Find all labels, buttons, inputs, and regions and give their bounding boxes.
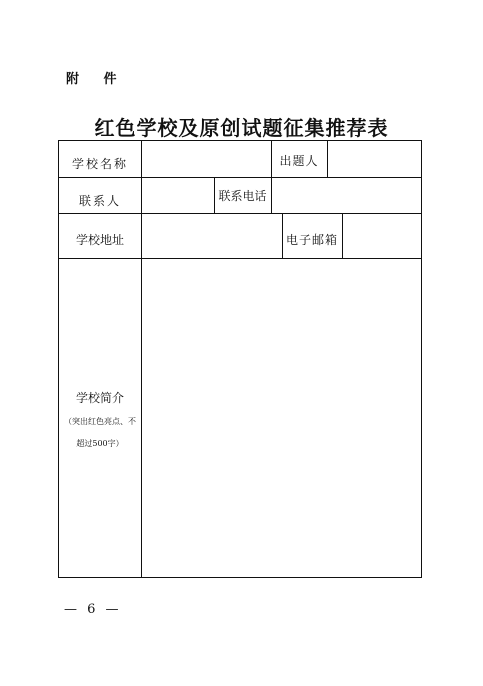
question-author-field[interactable] bbox=[328, 141, 421, 176]
contact-phone-field[interactable] bbox=[272, 178, 421, 212]
email-label: 电子邮箱 bbox=[285, 233, 338, 247]
page-title: 红色学校及原创试题征集推荐表 bbox=[94, 116, 389, 140]
school-address-label: 学校地址 bbox=[75, 233, 124, 247]
attachment-label: 附 件 bbox=[66, 72, 127, 87]
school-intro-note-line-1: （突出红色亮点、不 bbox=[64, 417, 136, 426]
school-intro-note-line-2: 超过500字） bbox=[76, 439, 124, 448]
contact-phone-label: 联系电话 bbox=[218, 189, 267, 203]
school-name-label: 学校名称 bbox=[71, 157, 128, 171]
contact-label: 联系人 bbox=[78, 194, 121, 208]
question-author-label: 出题人 bbox=[279, 154, 319, 168]
school-address-field[interactable] bbox=[142, 214, 281, 257]
contact-field[interactable] bbox=[142, 178, 213, 212]
school-name-field[interactable] bbox=[142, 141, 270, 176]
recommendation-form bbox=[58, 140, 422, 578]
email-field[interactable] bbox=[343, 214, 421, 257]
page-number: — 6 — bbox=[64, 602, 122, 617]
school-intro-field[interactable] bbox=[142, 259, 421, 577]
school-intro-label: 学校简介 bbox=[75, 391, 124, 405]
